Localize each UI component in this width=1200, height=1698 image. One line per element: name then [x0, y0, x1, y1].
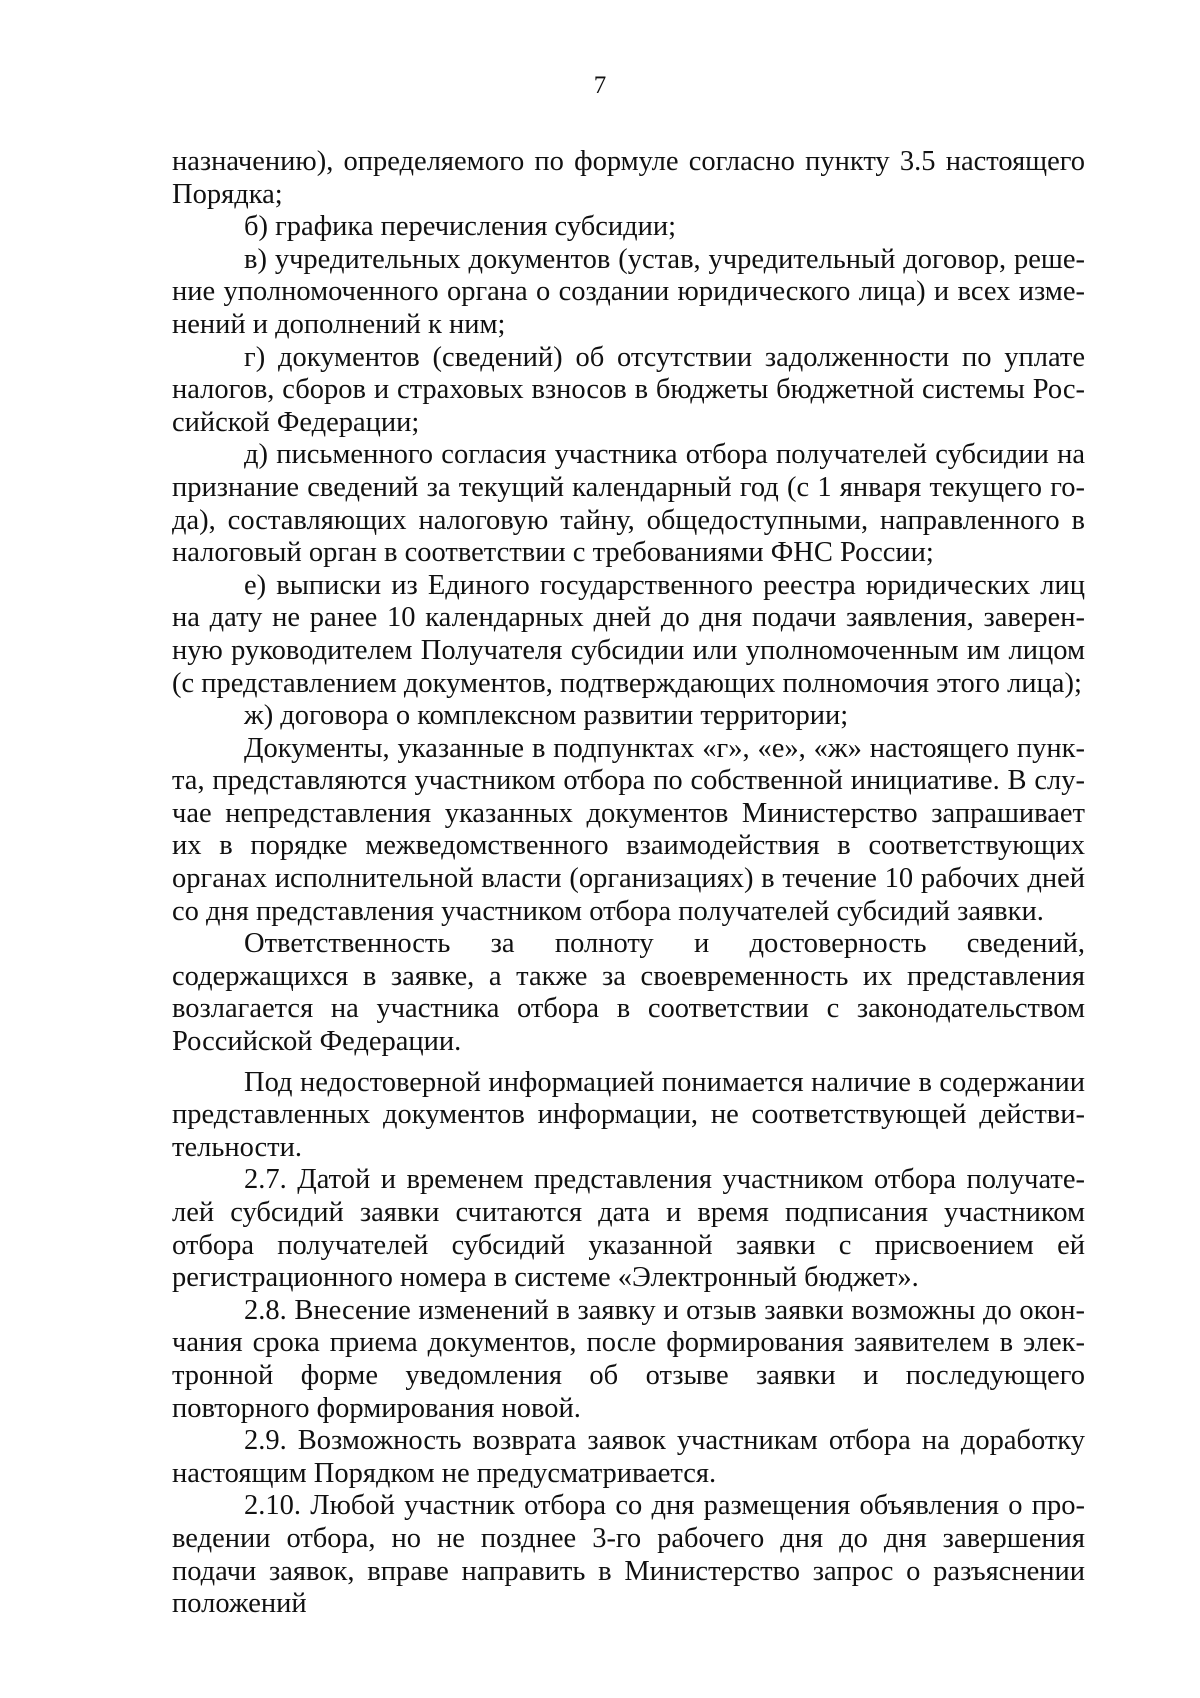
- list-item-e: е) выписки из Единого государственного реестра юридических лиц на дату не ранее 10 календарных дней до дня подачи заявления, заверенную руководителем Получателя субсидии или уполномоченным им лицом (с представлением документов, подтверждающих полномочия этого лица);: [172, 569, 1085, 699]
- clause-2-7: 2.7. Датой и временем представления участником отбора получателей субсидий заявки считаются дата и время подписания участником отбора получателей субсидий указанной заявки с присвоением ей регистрационного номера в системе «Электронный бюджет».: [172, 1164, 1085, 1294]
- list-item-v: в) учредительных документов (устав, учредительный договор, решение уполномоченного органа о создании юридического лица) и всех изменений и дополнений к ним;: [172, 243, 1085, 340]
- page-number: 7: [593, 72, 607, 99]
- list-item-d: д) письменного согласия участника отбора получателей субсидии на признание сведений за текущий календарный год (с 1 января текущего года), составляющих налоговую тайну, общедоступными, направленного в налоговый орган в соответствии с требованиями ФНС России;: [172, 439, 1085, 569]
- list-item-b: б) графика перечисления субсидии;: [244, 211, 677, 243]
- paragraph-continuation: назначению), определяемого по формуле согласно пункту 3.5 настоящего Порядка;: [172, 146, 1085, 210]
- list-item-g: г) документов (сведений) об отсутствии задолженности по уплате налогов, сборов и страховых взносов в бюджеты бюджетной системы Российской Федерации;: [172, 341, 1085, 438]
- clause-2-8: 2.8. Внесение изменений в заявку и отзыв заявки возможны до окончания срока приема документов, после формирования заявителем в электронной форме уведомления об отзыве заявки и последующего повторного формирования новой.: [172, 1294, 1085, 1424]
- paragraph-responsibility: Ответственность за полноту и достоверность сведений, содержащихся в заявке, а также за своевременность их представления возлагается на участника отбора в соответствии с законодательством Российской Федерации.: [172, 928, 1085, 1058]
- paragraph-false-information: Под недостоверной информацией понимается наличие в содержании представленных документов информации, не соответствующей действительности.: [172, 1066, 1085, 1163]
- paragraph-documents: Документы, указанные в подпунктах «г», «е», «ж» настоящего пункта, представляются участником отбора по собственной инициативе. В случае непредставления указанных документов Министерство запрашивает их в порядке межведомственного взаимодействия в соответствующих органах исполнительной власти (организациях) в течение 10 рабочих дней со дня представления участником отбора получателей субсидий заявки.: [172, 732, 1085, 927]
- clause-2-9: 2.9. Возможность возврата заявок участникам отбора на доработку настоящим Порядком не предусматривается.: [172, 1425, 1085, 1489]
- list-item-zh: ж) договора о комплексном развитии территории;: [244, 700, 849, 732]
- document-body: [172, 146, 1085, 1621]
- clause-2-10: 2.10. Любой участник отбора со дня размещения объявления о проведении отбора, но не позднее 3-го рабочего дня до дня завершения подачи заявок, вправе направить в Министерство запрос о разъяснении положений: [172, 1490, 1085, 1620]
